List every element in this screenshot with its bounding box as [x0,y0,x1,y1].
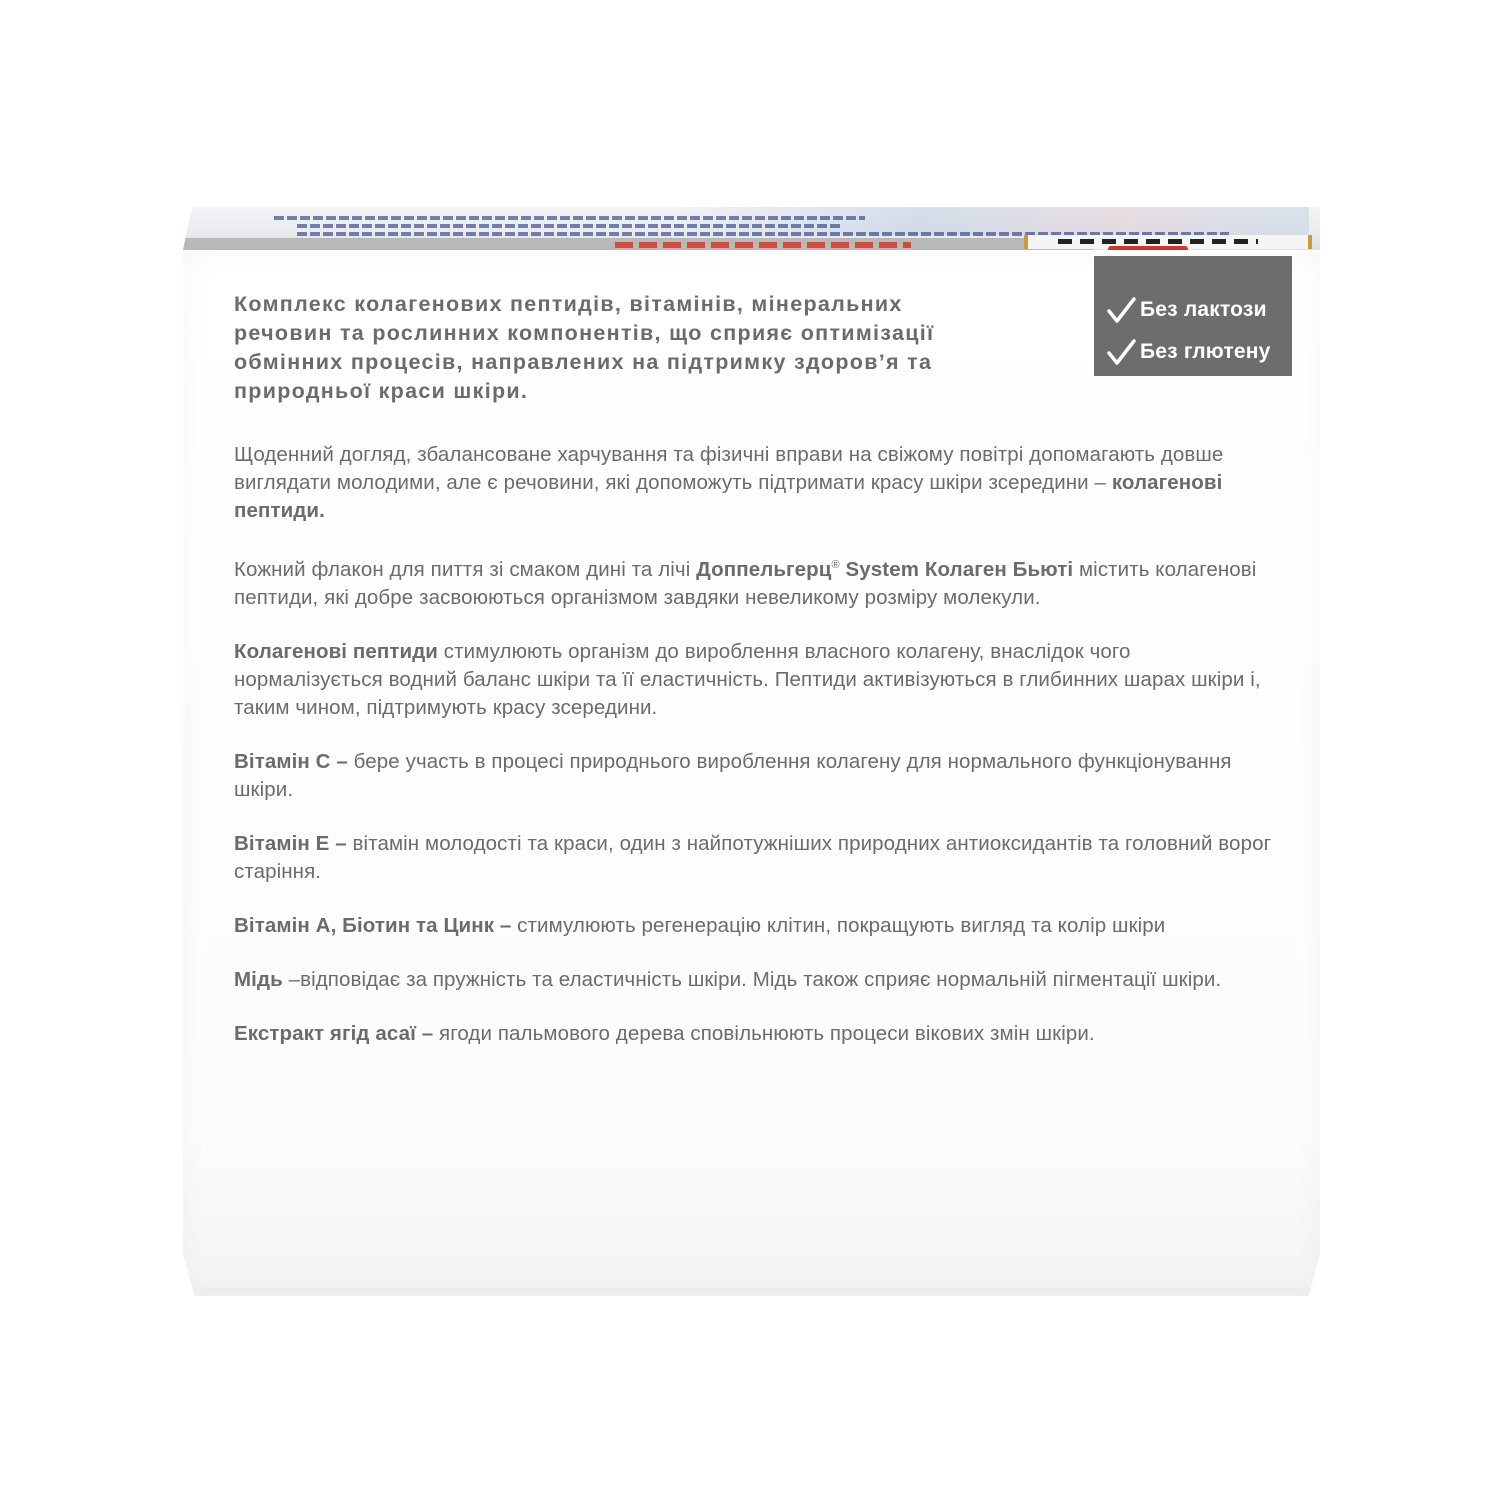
package-description [234,290,1274,1074]
paragraph-text: вітамін молодості та краси, один з найпотужніших природних антиоксидантів та головний ворог старіння. [234,831,1272,883]
paragraph-text: Кожний флакон для пиття зі смаком дині та лічі [234,557,697,581]
paragraph-text: –відповідає за пружність та еластичність шкіри. Мідь також сприяє нормальній пігментації шкіри. [282,967,1222,991]
paragraph-daily-care [234,441,1274,525]
top-flap-text [297,224,843,228]
registered-mark: ® [831,559,840,571]
brand-logo [1024,235,1312,249]
badge-label: Без лактози [1140,298,1267,321]
paragraph-text: стимулюють регенерацію клітин, покращують вигляд та колір шкіри [511,913,1166,937]
paragraph-text: стимулюють організм до вироблення власного колагену, внаслідок чого нормалізується водний баланс шкіри та її еластичність. Пептиди активізуються в глибинних шарах шкіри і, таким чином, підтримують красу зсередини. [234,639,1261,719]
paragraph-vitamin-c [234,748,1274,804]
product-name: System Колаген Бьюті [839,557,1074,581]
badge-label: Без глютену [1140,340,1271,363]
top-flap-artwork [661,207,1309,235]
paragraph-vitamin-a-biotin-zinc [234,912,1274,940]
paragraph-copper [234,966,1274,994]
paragraph-acai [234,1020,1274,1048]
paragraph-collagen-peptides [234,638,1274,722]
package-bottom-edge [200,1288,1304,1294]
paragraph-product [234,551,1274,612]
paragraph-bold: Мідь [234,967,283,991]
paragraph-bold: колагенові пептиди. [234,471,1223,522]
intro-heading: Комплекс колагенових пептидів, вітамінів, мінеральних речовин та рослинних компонентів, що сприяє оптимізації обмінних процесів, направлених на підтримку здоров’я та природньої краси шкіри. [234,292,935,403]
package-top-flap [183,207,1320,250]
top-flap-text [274,216,865,220]
paragraph-text: ягоди пальмового дерева сповільнюють процеси вікових змін шкіри. [433,1021,1095,1045]
paragraph-bold: Колагенові пептиди [234,639,439,663]
paragraph-bold: Екстракт ягід асаї – [234,1021,434,1045]
paragraph-bold: Вітамін С – [234,749,348,773]
brand-strip-text [615,242,911,248]
paragraph-text: містить колагенові пептиди, які добре засвоюються організмом завдяки невеликому розміру молекули. [234,557,1257,609]
paragraph-bold: Вітамін А, Біотин та Цинк – [234,913,512,937]
brand-name: Доппельгерц [696,557,832,581]
paragraph-bold: Вітамін Е – [234,831,347,855]
paragraph-text: Щоденний догляд, збалансоване харчування та фізичні вправи на свіжому повітрі допомагають довше виглядати молодими, але є речовини, які допоможуть підтримати красу шкіри зсередини – [234,443,1224,494]
paragraph-vitamin-e [234,830,1274,886]
paragraph-text: бере участь в процесі природнього вироблення колагену для нормального функціонування шкіри. [234,749,1232,801]
